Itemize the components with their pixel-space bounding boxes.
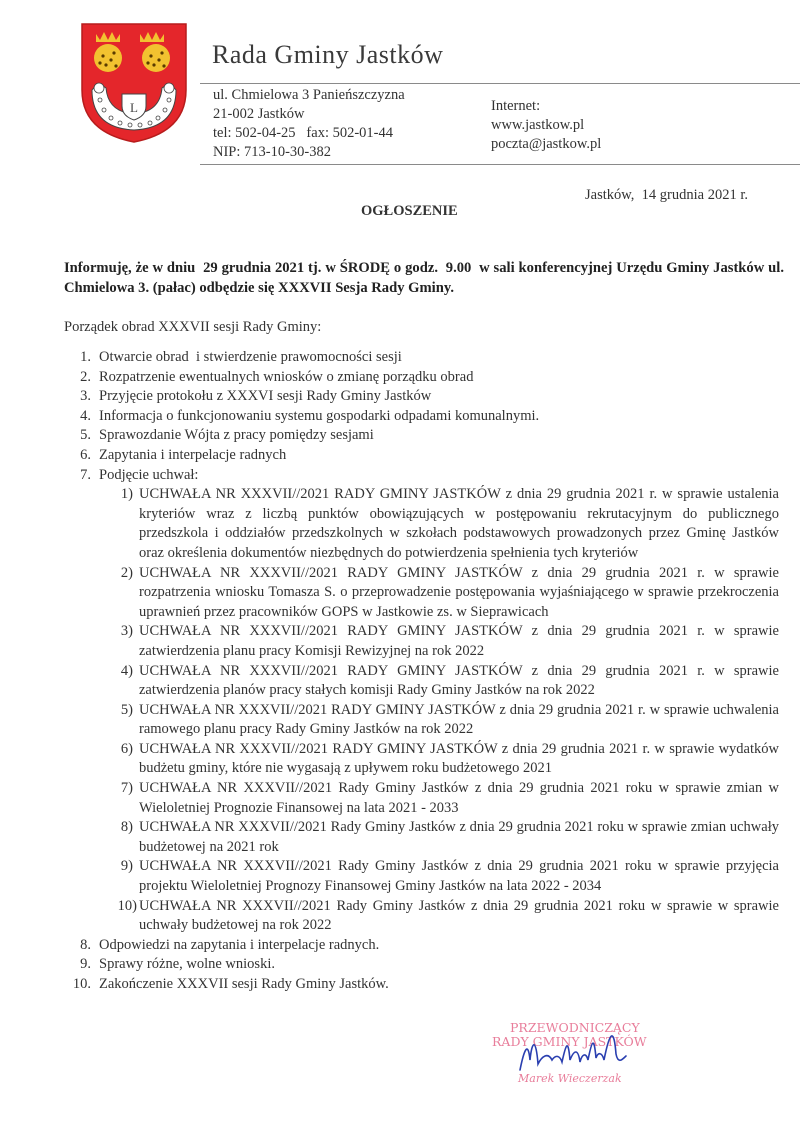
resolution-number: 3) — [120, 623, 133, 640]
agenda-item-text: Odpowiedzi na zapytania i interpelacje radnych. — [99, 936, 380, 953]
agenda-heading: Porządek obrad XXXVII sesji Rady Gminy: — [64, 319, 322, 335]
resolution-text: UCHWAŁA NR XXXVII//2021 Rady Gminy Jastków z dnia 29 grudnia 2021 roku w sprawie przyjęcia projektu Wieloletniej Prognozy Finansowej Gminy Jastków na lata 2022 - 2034 — [139, 858, 779, 895]
address-street: ul. Chmielowa 3 Panieńszczyzna — [213, 87, 405, 103]
agenda-item-text: Podjęcie uchwał: — [99, 466, 199, 483]
internet-label: Internet: — [491, 98, 541, 114]
agenda-item-text: Przyjęcie protokołu z XXXVI sesji Rady Gminy Jastków — [99, 388, 432, 405]
contact-block — [491, 97, 601, 154]
resolution-item — [99, 857, 779, 896]
agenda-item-number: 7. — [80, 466, 91, 483]
agenda-list — [64, 348, 779, 995]
stamp-title: PRZEWODNICZĄCY — [510, 1020, 640, 1035]
resolution-text: UCHWAŁA NR XXXVII//2021 Rady Gminy Jastków z dnia 29 grudnia 2021 roku w sprawie zmian uchwały budżetowej na 2021 rok — [139, 819, 779, 855]
resolution-text: UCHWAŁA NR XXXVII//2021 RADY GMINY JASTKÓW z dnia 29 grudnia 2021 r. w sprawie wydatków budżetu gminy, które nie wygasają z upływem roku budżetowego 2021 — [139, 740, 779, 777]
agenda-item — [64, 975, 764, 995]
agenda-item — [64, 936, 764, 956]
resolution-text: UCHWAŁA NR XXXVII//2021 Rady Gminy Jastków z dnia 29 grudnia 2021 roku w sprawie zmian w Wieloletniej Prognozie Finansowej na lata 2021 - 2033 — [139, 780, 779, 816]
resolution-item — [99, 622, 779, 661]
website-link[interactable]: www.jastkow.pl — [491, 117, 585, 133]
agenda-item — [64, 387, 764, 407]
agenda-item-number: 9. — [80, 956, 91, 973]
resolution-item — [99, 779, 779, 818]
address-city: 21-002 Jastków — [213, 106, 305, 122]
email-link[interactable]: poczta@jastkow.pl — [491, 136, 602, 152]
resolution-number: 4) — [120, 662, 133, 679]
header-divider-bottom — [200, 164, 800, 165]
resolution-text: UCHWAŁA NR XXXVII//2021 RADY GMINY JASTKÓW z dnia 29 grudnia 2021 r. w sprawie ustalenia kryteriów wraz z liczbą punktów obowiązujących w postępowaniu rekrutacyjnym do publicznego przedszkola i oddziałów przedszkolnych w szkołach podstawowych prowadzonych przez Gminę Jastków oraz określenia dokumentów niezbędnych do potwierdzenia spełnienia tych kryteriów — [139, 486, 779, 561]
resolution-item — [99, 897, 779, 936]
resolution-item — [99, 485, 779, 563]
resolution-number: 8) — [120, 819, 133, 836]
address-nip: NIP: 713-10-30-382 — [213, 144, 332, 160]
resolution-text: UCHWAŁA NR XXXVII//2021 RADY GMINY JASTKÓW z dnia 29 grudnia 2021 r. w sprawie zatwierdzenia planów pracy stałych komisji Rady Gminy Jastków na rok 2022 — [139, 662, 779, 699]
resolution-item — [99, 701, 779, 740]
resolution-number: 7) — [120, 780, 133, 797]
agenda-item-text: Zakończenie XXXVII sesji Rady Gminy Jastków. — [99, 976, 389, 992]
signatory-name: Marek Wieczerzak — [518, 1072, 622, 1085]
agenda-item — [64, 446, 764, 466]
agenda-item-number: 5. — [80, 427, 91, 444]
resolution-text: UCHWAŁA NR XXXVII//2021 RADY GMINY JASTKÓW z dnia 29 grudnia 2021 r. w sprawie uchwalenia ramowego planu pracy Rady Gminy Jastków na rok 2022 — [139, 701, 779, 738]
document-title: OGŁOSZENIE — [361, 203, 458, 219]
agenda-item-number: 1. — [80, 349, 91, 365]
agenda-item-number: 6. — [80, 446, 91, 463]
agenda-item-text: Informacja o funkcjonowaniu systemu gospodarki odpadami komunalnymi. — [99, 407, 540, 424]
agenda-item-number: 8. — [80, 936, 91, 953]
address-block — [213, 86, 405, 162]
agenda-item-text: Sprawy różne, wolne wnioski. — [99, 956, 275, 973]
resolution-text: UCHWAŁA NR XXXVII//2021 Rady Gminy Jastków z dnia 29 grudnia 2021 roku w sprawie w sprawie uchwały budżetowej na rok 2022 — [139, 897, 779, 934]
date-line: Jastków, 14 grudnia 2021 r. — [585, 187, 748, 203]
resolution-number: 2) — [120, 564, 133, 581]
resolution-item — [99, 818, 779, 857]
agenda-item — [64, 407, 764, 427]
resolutions-list — [99, 485, 779, 936]
resolution-number: 5) — [120, 701, 133, 718]
coat-of-arms-icon — [78, 20, 190, 145]
agenda-item-text: Rozpatrzenie ewentualnych wniosków o zmianę porządku obrad — [99, 368, 474, 385]
agenda-item — [64, 466, 764, 486]
resolution-item — [99, 564, 779, 623]
agenda-item — [64, 368, 764, 388]
agenda-item — [64, 348, 764, 368]
resolution-number: 1) — [120, 486, 133, 503]
announcement-text: Informuję, że w dniu 29 grudnia 2021 tj. w ŚRODĘ o godz. 9.00 w sali konferencyjnej Urzędu Gminy Jastków ul. Chmielowa 3. (pałac) odbędzie się XXXVII Sesja Rady Gminy. — [64, 260, 788, 296]
resolution-item — [99, 740, 779, 779]
agenda-item-text: Otwarcie obrad i stwierdzenie prawomocności sesji — [99, 349, 402, 365]
org-name: Rada Gminy Jastków — [212, 40, 444, 69]
agenda-item-number: 10. — [72, 976, 91, 992]
agenda-item-number: 2. — [80, 368, 91, 385]
resolution-text: UCHWAŁA NR XXXVII//2021 RADY GMINY JASTKÓW z dnia 29 grudnia 2021 r. w sprawie rozpatrzenia wniosku Tomasza S. o przeprowadzenie postępowania wyjaśniającego w sprawie przekroczenia uprawnień przez pracowników GOPS w Jastkowie zs. w Sieprawicach — [139, 564, 779, 620]
resolution-number: 9) — [120, 858, 133, 875]
resolution-number: 6) — [120, 740, 133, 757]
agenda-item-text: Sprawozdanie Wójta z pracy pomiędzy sesjami — [99, 427, 374, 444]
agenda-item — [64, 426, 764, 446]
resolution-number: 10) — [117, 897, 137, 914]
agenda-item-text: Zapytania i interpelacje radnych — [99, 446, 287, 463]
address-phone: tel: 502-04-25 fax: 502-01-44 — [213, 125, 394, 141]
stamp-organization: RADY GMINY JASTKÓW — [492, 1034, 647, 1049]
svg-text:L: L — [130, 100, 138, 115]
resolution-item — [99, 662, 779, 701]
agenda-item-number: 3. — [80, 388, 91, 405]
agenda-item — [64, 955, 764, 975]
header-divider-top — [200, 83, 800, 84]
resolution-text: UCHWAŁA NR XXXVII//2021 RADY GMINY JASTKÓW z dnia 29 grudnia 2021 r. w sprawie zatwierdzenia planu pracy Komisji Rewizyjnej na rok 2022 — [139, 623, 779, 659]
agenda-item-number: 4. — [80, 407, 91, 424]
signature-block — [488, 1016, 668, 1096]
